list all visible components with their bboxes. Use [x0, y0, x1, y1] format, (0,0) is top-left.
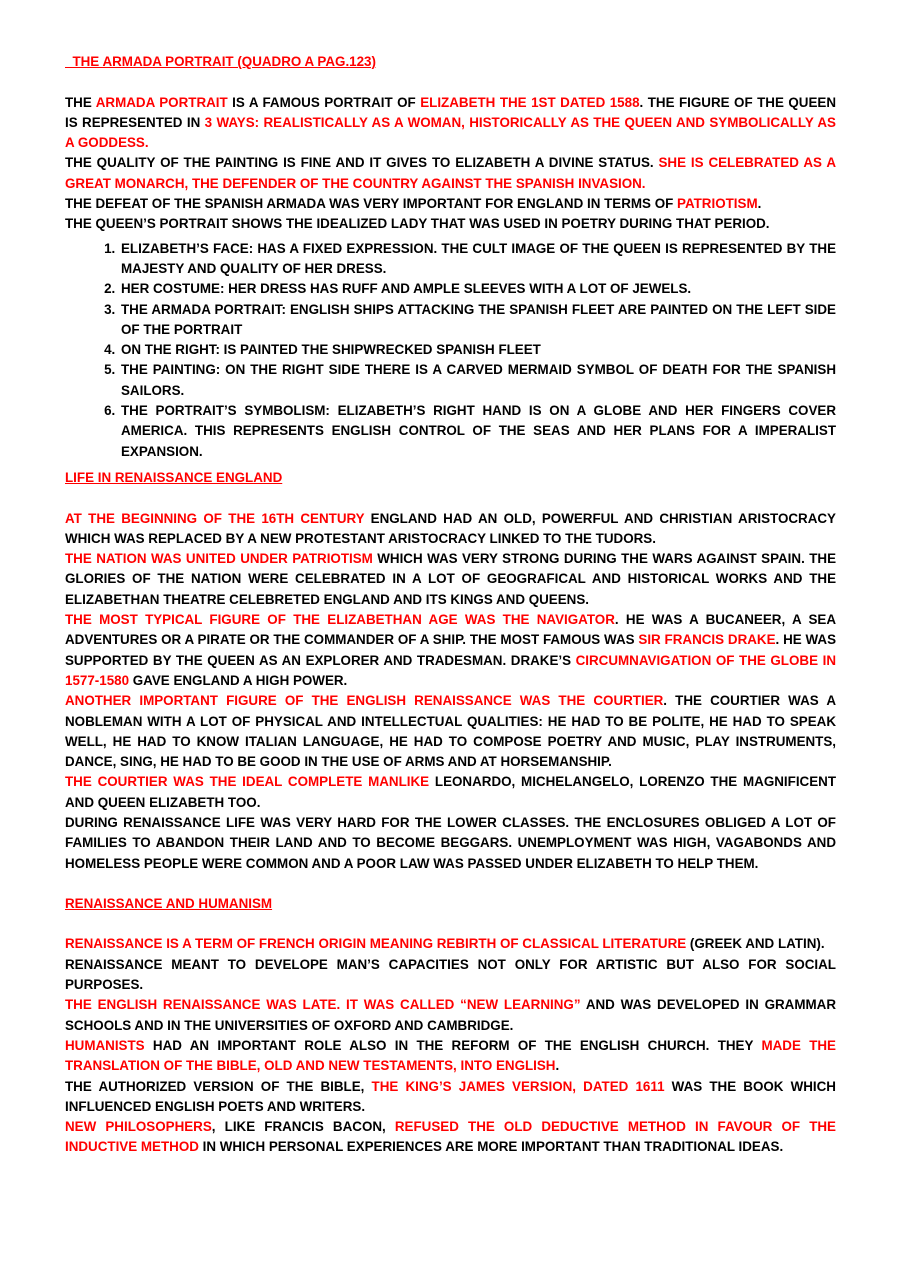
body-text: . THE COURTIER WAS A NOBLEMAN WITH A LOT OF PHYSICAL AND INTELLECTUAL QUALITIES: HE HAD TO BE POLITE, HE HAD TO SPEAK WELL, HE HAD TO KNOW ITALIAN LANGUAGE, HE HAD TO COMPOSE POETRY AND MUSIC, PLAY INSTRUMENTS, DANCE, SING, HE HAD TO BE GOOD IN THE USE OF ARMS AND AT HORSEMANSHIP.	[65, 693, 836, 770]
highlighted-text: ELIZABETH THE 1ST DATED 1588	[420, 94, 640, 110]
document-page	[65, 52, 836, 1158]
paragraph	[65, 934, 836, 954]
body-text: ENGLAND HAD AN OLD, POWERFUL AND CHRISTIAN ARISTOCRACY WHICH WAS REPLACED BY A NEW PROTESTANT ARISTOCRACY LINKED TO THE TUDORS.	[65, 510, 836, 546]
highlighted-text: THE NATION WAS UNITED UNDER PATRIOTISM	[65, 551, 373, 567]
body-text: . THE FIGURE OF THE QUEEN IS REPRESENTED IN	[65, 94, 837, 130]
paragraph	[65, 509, 836, 550]
body-text: LEONARDO, MICHELANGELO, LORENZO THE MAGNIFICENT AND QUEEN ELIZABETH TOO.	[65, 774, 836, 810]
section-body	[65, 509, 836, 874]
highlighted-text: RENAISSANCE IS A TERM OF FRENCH ORIGIN MEANING REBIRTH OF CLASSICAL LITERATURE	[65, 936, 687, 952]
highlighted-text: SIR FRANCIS DRAKE	[638, 632, 776, 648]
section-armada-portrait	[65, 52, 836, 462]
highlighted-text: HUMANISTS	[65, 1037, 145, 1053]
paragraph	[65, 772, 836, 813]
body-text: THE QUALITY OF THE PAINTING IS FINE AND IT GIVES TO ELIZABETH A DIVINE STATUS.	[65, 155, 659, 171]
body-text: THE DEFEAT OF THE SPANISH ARMADA WAS VERY IMPORTANT FOR ENGLAND IN TERMS OF	[65, 196, 678, 212]
highlighted-text: PATRIOTISM	[677, 196, 758, 212]
paragraph	[65, 610, 836, 691]
paragraph	[65, 955, 836, 996]
highlighted-text: THE MOST TYPICAL FIGURE OF THE ELIZABETHAN AGE WAS THE NAVIGATOR	[65, 612, 615, 628]
body-text: THE QUEEN’S PORTRAIT SHOWS THE IDEALIZED LADY THAT WAS USED IN POETRY DURING THAT PERIOD.	[65, 216, 770, 232]
list-item: 2. HER COSTUME: HER DRESS HAS RUFF AND AMPLE SLEEVES WITH A LOT OF JEWELS.	[119, 279, 836, 299]
list-item: 4. ON THE RIGHT: IS PAINTED THE SHIPWRECKED SPANISH FLEET	[119, 340, 836, 360]
body-text: THE	[65, 94, 96, 110]
body-text: THE AUTHORIZED VERSION OF THE BIBLE,	[65, 1078, 372, 1094]
body-text: AND WAS DEVELOPED IN GRAMMAR SCHOOLS AND IN THE UNIVERSITIES OF OXFORD AND CAMBRIDGE.	[65, 997, 836, 1033]
body-text: IS A FAMOUS PORTRAIT OF	[227, 94, 421, 110]
body-text: . HE WAS A BUCANEER, A SEA ADVENTURES OR A PIRATE OR THE COMMANDER OF A SHIP. THE MOST FAMOUS WAS	[65, 612, 836, 648]
body-text: .	[757, 196, 762, 212]
body-text: RENAISSANCE MEANT TO DEVELOPE MAN’S CAPACITIES NOT ONLY FOR ARTISTIC BUT ALSO FOR SOCIAL PURPOSES.	[65, 956, 836, 993]
paragraph	[65, 1036, 836, 1077]
highlighted-text: THE ENGLISH RENAISSANCE WAS LATE. IT WAS CALLED “NEW LEARNING”	[65, 997, 581, 1013]
paragraph	[65, 995, 836, 1036]
section-body	[65, 93, 836, 235]
paragraph	[65, 93, 836, 154]
paragraph	[65, 194, 836, 214]
section-heading: RENAISSANCE AND HUMANISM	[65, 895, 273, 911]
section-body	[65, 934, 836, 1157]
highlighted-text: NEW PHILOSOPHERS	[65, 1119, 212, 1135]
paragraph	[65, 813, 836, 874]
highlighted-text: SHE IS CELEBRATED AS A GREAT MONARCH, THE DEFENDER OF THE COUNTRY AGAINST THE SPANISH INVASION.	[65, 155, 836, 191]
body-text: .	[555, 1058, 560, 1074]
body-text: WHICH WAS VERY STRONG DURING THE WARS AGAINST SPAIN. THE GLORIES OF THE NATION WERE CELEBRATED IN A LOT OF GEOGRAFICAL AND HISTORICAL WORKS AND THE ELIZABETHAN THEATRE CELEBRETED ENGLAND AND ITS KINGS AND QUEENS.	[65, 551, 836, 607]
list-item: 1. ELIZABETH’S FACE: HAS A FIXED EXPRESSION. THE CULT IMAGE OF THE QUEEN IS REPRESENTED BY THE MAJESTY AND QUALITY OF HER DRESS.	[119, 239, 836, 280]
paragraph	[65, 214, 836, 234]
section-life-in-renaissance-england	[65, 468, 836, 874]
body-text: DURING RENAISSANCE LIFE WAS VERY HARD FOR THE LOWER CLASSES. THE ENCLOSURES OBLIGED A LOT OF FAMILIES TO ABANDON THEIR LAND AND TO BECOME BEGGARS. UNEMPLOYMENT WAS HIGH, VAGABONDS AND HOMELESS PEOPLE WERE COMMON AND A POOR LAW WAS PASSED UNDER ELIZABETH TO HELP THEM.	[65, 814, 836, 871]
paragraph	[65, 549, 836, 610]
body-text: GAVE ENGLAND A HIGH POWER.	[129, 672, 348, 688]
paragraph	[65, 1077, 836, 1118]
body-text: WAS THE BOOK WHICH INFLUENCED ENGLISH POETS AND WRITERS.	[65, 1078, 836, 1114]
highlighted-text: REFUSED THE OLD DEDUCTIVE METHOD IN FAVOUR OF THE INDUCTIVE METHOD	[65, 1119, 836, 1155]
body-text: IN WHICH PERSONAL EXPERIENCES ARE MORE IMPORTANT THAN TRADITIONAL IDEAS.	[198, 1139, 784, 1155]
numbered-list	[65, 239, 836, 462]
body-text: . HE WAS SUPPORTED BY THE QUEEN AS AN EXPLORER AND TRADESMAN. DRAKE’S	[65, 632, 837, 668]
body-text: HAD AN IMPORTANT ROLE ALSO IN THE REFORM OF THE ENGLISH CHURCH. THEY	[144, 1037, 762, 1053]
list-item: 3. THE ARMADA PORTRAIT: ENGLISH SHIPS ATTACKING THE SPANISH FLEET ARE PAINTED ON THE LEFT SIDE OF THE PORTRAIT	[119, 300, 836, 341]
highlighted-text: CIRCUMNAVIGATION OF THE GLOBE IN 1577-1580	[65, 652, 836, 688]
section-heading: LIFE IN RENAISSANCE ENGLAND	[65, 469, 283, 485]
highlighted-text: THE COURTIER WAS THE IDEAL COMPLETE MANLIKE	[65, 774, 430, 790]
section-renaissance-and-humanism	[65, 894, 836, 1158]
highlighted-text: AT THE BEGINNING OF THE 16TH CENTURY	[65, 510, 365, 526]
list-item: 6. THE PORTRAIT’S SYMBOLISM: ELIZABETH’S RIGHT HAND IS ON A GLOBE AND HER FINGERS COVER AMERICA. THIS REPRESENTS ENGLISH CONTROL OF THE SEAS AND HER PLANS FOR A IMPERALIST EXPANSION.	[119, 401, 836, 462]
body-text: (GREEK AND LATIN).	[686, 936, 825, 952]
highlighted-text: 3 WAYS: REALISTICALLY AS A WOMAN, HISTORICALLY AS THE QUEEN AND SYMBOLICALLY AS A GODDESS.	[65, 114, 836, 151]
list-item: 5. THE PAINTING: ON THE RIGHT SIDE THERE IS A CARVED MERMAID SYMBOL OF DEATH FOR THE SPANISH SAILORS.	[119, 360, 836, 401]
section-heading: THE ARMADA PORTRAIT (QUADRO A PAG.123)	[65, 54, 376, 69]
paragraph	[65, 691, 836, 772]
paragraph	[65, 153, 836, 194]
highlighted-text: ARMADA PORTRAIT	[95, 94, 228, 110]
highlighted-text: THE KING’S JAMES VERSION, DATED 1611	[371, 1078, 665, 1094]
highlighted-text: MADE THE TRANSLATION OF THE BIBLE, OLD AND NEW TESTAMENTS, INTO ENGLISH	[65, 1037, 836, 1074]
paragraph	[65, 1117, 836, 1158]
highlighted-text: ANOTHER IMPORTANT FIGURE OF THE ENGLISH RENAISSANCE WAS THE COURTIER	[65, 693, 664, 709]
body-text: , LIKE FRANCIS BACON,	[211, 1119, 395, 1135]
